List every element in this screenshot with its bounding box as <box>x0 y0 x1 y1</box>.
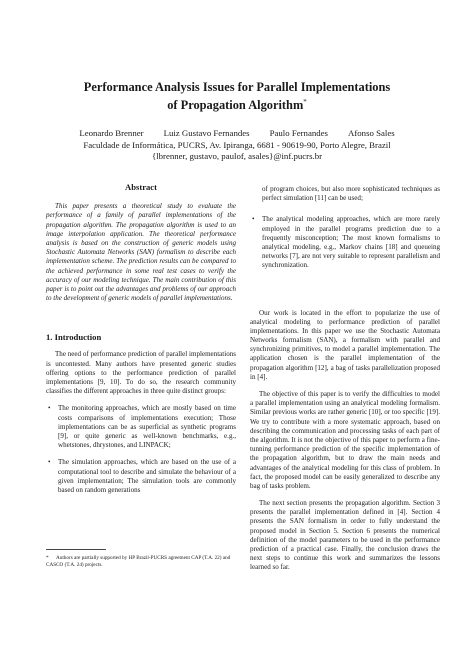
left-column <box>46 183 236 503</box>
approach-list <box>46 404 236 495</box>
body-paragraph: The objective of this paper is to verify the difficulties to model a parallel implementation using an analytical modeling formalism. Similar previous works are rather generic [10], or too specific [19]. We try to contribute with a more systematic approach, based on describing the communication and processing tasks of each part of the algorithm. It is not the objective of this paper to perform a fine-tunning performance prediction of the specific implementation of the propagation algorithm, but to draw the main needs and advantages of the analytical modeling for this class of problem. In fact, the proposed model can be easily generalized to describe any bag of tasks problem. <box>250 390 440 490</box>
body-paragraph: The next section presents the propagation algorithm. Section 3 presents the parallel implementation defined in [4]. Section 4 presents the SAN formalism in order to fully understand the proposed model in Section 5. Section 6 presents the numerical definition of the model parameters to be used in the performance prediction of a practical case. Finally, the conclusion draws the next steps to continue this work and summarizes the lessons learned so far. <box>250 499 440 572</box>
footnote <box>46 549 236 568</box>
author-names <box>40 128 434 140</box>
list-item-text: The monitoring approaches, which are mostly based on time costs comparisons of implementations execution; Those implementations can be as superficial as synthetic programs [9], or quite generic as well-known benchmarks, e.g., whetstones, dhrystones, and LINPACK; <box>58 404 236 450</box>
introduction-heading: 1. Introduction <box>46 332 102 343</box>
approach-list-continued <box>250 215 440 270</box>
author-email: {lbrenner, gustavo, paulof, asales}@inf.pucrs.br <box>151 151 323 162</box>
bullet-continuation: of program choices, but also more sophisticated techniques as perfect simulation [11] can be used; <box>262 185 440 203</box>
list-item <box>250 215 440 270</box>
author-affiliation: Faculdade de Informática, PUCRS, Av. Ipiranga, 6681 - 90619-90, Porto Alegre, Brazil <box>83 139 391 150</box>
footnote-rule <box>46 549 106 550</box>
bullet-mark: • <box>252 215 255 224</box>
title-line-1: Performance Analysis Issues for Parallel Implementations <box>83 80 391 94</box>
list-item <box>46 404 236 450</box>
author-name: Afonso Sales <box>347 128 395 138</box>
title-line-2-text: of Propagation Algorithm <box>167 98 304 113</box>
title-line-2 <box>40 95 434 113</box>
abstract-heading: Abstract <box>125 182 157 192</box>
author-name: Luiz Gustavo Fernandes <box>163 128 250 138</box>
abstract-text: This paper presents a theoretical study to evaluate the performance of a family of parallel implementations of the propagation algorithm. The propagation algorithm is used to an image interpolation application. The theoretical performance analysis is based on the construction of generic models using Stochastic Automata Networks (SAN) formalism to describe each implementation scheme. The prediction results can be compared to the achieved performance in some real test cases to verify the accuracy of our modeling technique. The main contribution of this paper is to point out the advantages and problems of our approach to the development of generic models of parallel implementations. <box>46 202 236 303</box>
author-name: Leonardo Brenner <box>79 128 144 138</box>
author-name: Paulo Fernandes <box>269 128 328 138</box>
bullet-mark: • <box>48 458 51 467</box>
bullet-mark: • <box>48 404 51 413</box>
title-footnote-mark: * <box>303 98 307 106</box>
introduction-paragraph: The need of performance prediction of parallel implementations is uncontested. Many authors have presented generic studies offering options to the performance prediction of parallel implementations [9, 10]. To do so, the research community classifies the different approaches in three quite distinct groups: <box>46 350 236 396</box>
list-item-text: The simulation approaches, which are based on the use of a computational tool to describe and simulate the behaviour of a given implementation; The simulation tools are commonly based on random generations <box>58 458 236 494</box>
paper-title <box>40 80 434 113</box>
list-item-text: The analytical modeling approaches, which are more rarely employed in the parallel programs prediction due to a frequently misconception; The most known formalisms to analytical modeling, e.g., Markov chains [18] and queueing networks [7], are not very suitable to represent parallelism and synchronization. <box>262 215 440 270</box>
body-paragraph: Our work is located in the effort to popularize the use of analytical modeling to performance prediction of parallel implementations. In this paper we use the Stochastic Automata Networks formalism (SAN), a formalism with parallel and synchronizing primitives, to model a parallel implementation. The application chosen is the parallel implementation of the propagation algorithm [12], a bag of tasks parallelization proposed in [4]. <box>250 308 440 381</box>
footnote-text: Authors are partially supported by HP Brazil-PUCRS agreement CAP (T.A. 22) and CASCO (T.A. 24) projects. <box>46 555 231 568</box>
right-column <box>250 185 440 581</box>
list-item <box>46 458 236 495</box>
footnote-mark: * <box>46 555 49 561</box>
author-block <box>40 128 434 163</box>
